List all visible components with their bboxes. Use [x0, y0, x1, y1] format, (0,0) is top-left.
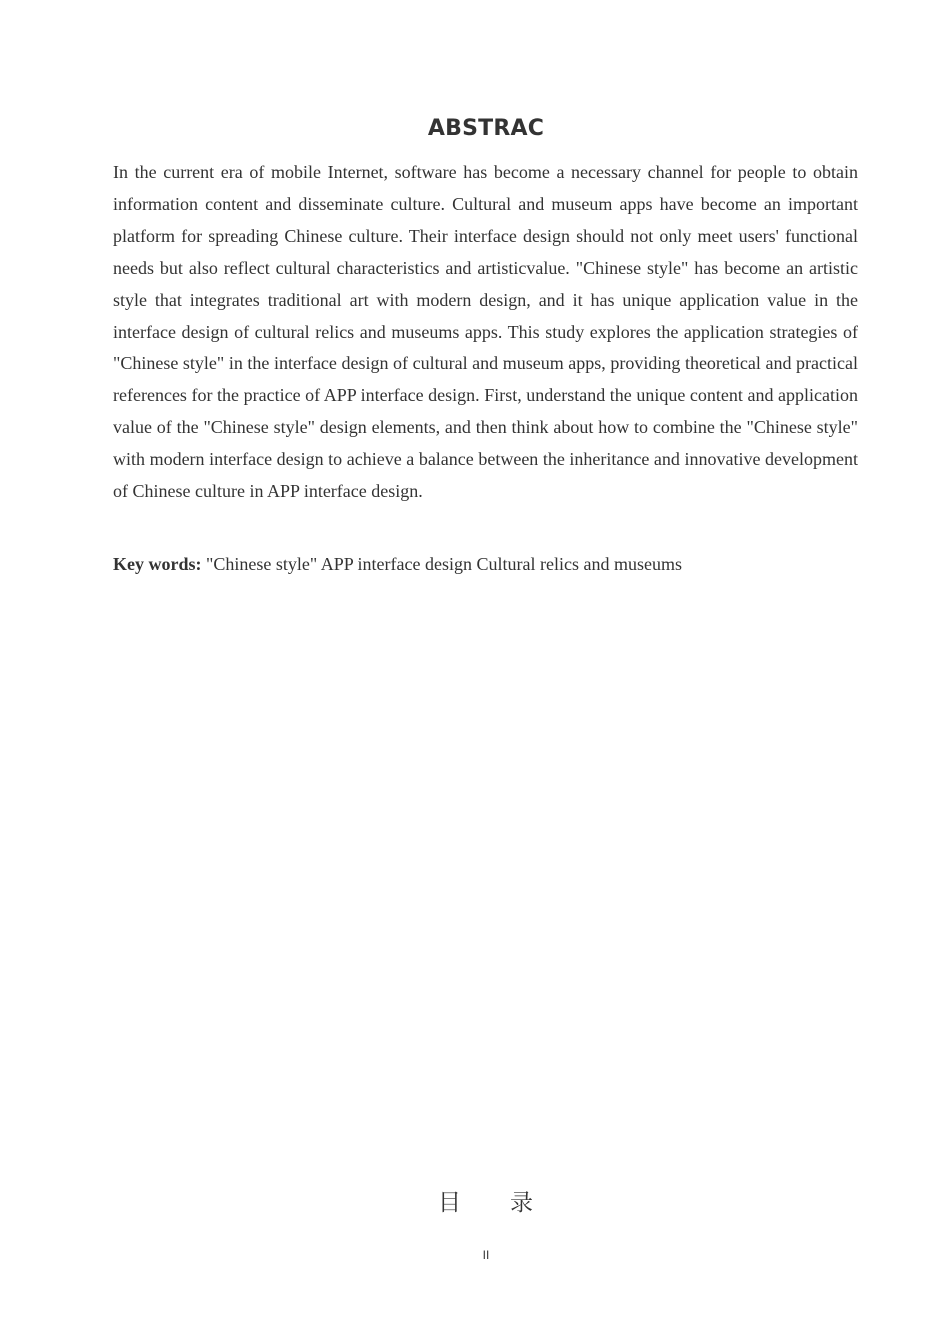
abstract-body: In the current era of mobile Internet, software has become a necessary channel for people to obtain information content and disseminate culture. Cultural and museum apps have become an important platform for spreading Chinese culture. Their interface design should not only meet users' functional needs but also reflect cultural characteristics and artisticvalue. "Chinese style" has become an artistic style that integrates traditional art with modern design, and it has unique application value in the interface design of cultural relics and museums apps. This study explores the application strategies of "Chinese style" in the interface design of cultural and museum apps, providing theoretical and practical references for the practice of APP interface design. First, understand the unique content and application value of the "Chinese style" design elements, and then think about how to combine the "Chinese style" with modern interface design to achieve a balance between the inheritance and innovative development of Chinese culture in APP interface design.	[113, 162, 858, 502]
keywords-text: "Chinese style" APP interface design Cultural relics and museums	[206, 554, 682, 574]
page-number: II	[482, 1248, 490, 1262]
keywords-label: Key words:	[113, 554, 202, 574]
table-of-contents-heading: 目 录	[438, 1190, 534, 1216]
keywords-line	[113, 549, 858, 579]
abstract-title: ABSTRAC	[427, 116, 545, 141]
